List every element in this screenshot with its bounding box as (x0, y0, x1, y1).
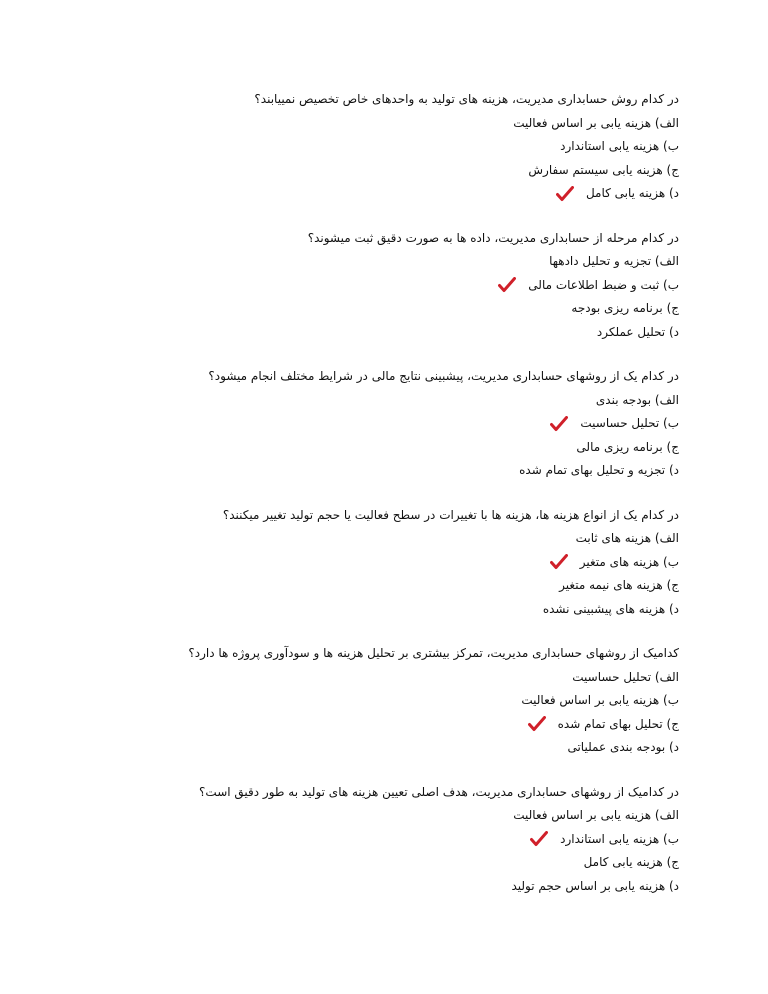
answer-option[interactable] (119, 527, 679, 551)
answer-option-label: د) هزینه یابی کامل (585, 186, 679, 200)
answer-option[interactable] (119, 112, 679, 136)
answer-option[interactable] (119, 598, 679, 622)
answer-option-label: د) هزینه یابی بر اساس حجم تولید (511, 878, 679, 893)
answer-option[interactable] (119, 250, 679, 274)
answer-option[interactable] (119, 436, 679, 460)
checkmark-icon (550, 554, 568, 570)
answer-option-label: ج) برنامه ریزی مالی (576, 439, 679, 454)
answer-option-label: د) تحلیل عملکرد (596, 324, 679, 339)
question-block (119, 365, 679, 483)
checkmark-icon (528, 716, 546, 732)
answer-option[interactable] (119, 713, 679, 737)
answer-option[interactable] (119, 666, 679, 690)
answer-option[interactable] (119, 804, 679, 828)
checkmark-icon (556, 186, 574, 202)
checkmark-icon (550, 416, 568, 432)
answer-option-label: د) تجزیه و تحلیل بهای تمام شده (519, 463, 679, 477)
answer-option-label: د) بودجه بندی عملیاتی (567, 740, 679, 754)
question-block (119, 781, 679, 899)
answer-option-label: ب) هزینه یابی بر اساس فعالیت (521, 693, 679, 707)
answer-option-label: الف) هزینه یابی بر اساس فعالیت (513, 115, 679, 130)
answer-option[interactable] (119, 875, 679, 899)
answer-option-label: ب) هزینه های متغیر (579, 554, 679, 569)
question-text: در کدام مرحله از حسابداری مدیریت، داده ها به صورت دقیق ثبت میشوند؟ (307, 230, 679, 245)
answer-option-label: ج) هزینه های نیمه متغیر (559, 578, 679, 592)
question-block (119, 642, 679, 760)
answer-option[interactable] (119, 459, 679, 483)
question-text: در کدام یک از انواع هزینه ها، هزینه ها با تغییرات در سطح فعالیت یا حجم تولید تغییر میکنند؟ (222, 507, 679, 522)
answer-option-label: ب) تحلیل حساسیت (580, 416, 679, 430)
answer-option[interactable] (119, 159, 679, 183)
answer-option-label: الف) تحلیل حساسیت (572, 669, 679, 684)
question-text: در کدام یک از روشهای حسابداری مدیریت، پیشبینی نتایج مالی در شرایط مختلف انجام میشود؟ (208, 369, 679, 383)
answer-option-label: ج) هزینه یابی سیستم سفارش (528, 162, 679, 177)
answer-option[interactable] (119, 182, 679, 206)
answer-option[interactable] (119, 389, 679, 413)
answer-option-label: الف) هزینه های ثابت (575, 531, 679, 545)
answer-option-label: الف) هزینه یابی بر اساس فعالیت (513, 808, 679, 822)
answer-option[interactable] (119, 736, 679, 760)
answer-option-label: ب) هزینه یابی استاندارد (560, 831, 679, 846)
answer-option-label: ج) تحلیل بهای تمام شده (557, 716, 679, 731)
answer-option-label: ج) برنامه ریزی بودجه (571, 301, 679, 315)
question-text: در کدام روش حسابداری مدیریت، هزینه های تولید به واحدهای خاص تخصیص نمییابند؟ (254, 92, 679, 106)
checkmark-icon (530, 831, 548, 847)
checkmark-icon (498, 277, 516, 293)
answer-option-label: ب) هزینه یابی استاندارد (560, 139, 679, 153)
answer-option-label: الف) تجزیه و تحلیل دادهها (549, 254, 679, 268)
answer-option-label: الف) بودجه بندی (595, 392, 679, 407)
answer-option-label: ج) هزینه یابی کامل (583, 855, 679, 869)
question-list (119, 88, 679, 919)
answer-option[interactable] (119, 828, 679, 852)
answer-option[interactable] (119, 574, 679, 598)
answer-option-label: ب) ثبت و ضبط اطلاعات مالی (528, 277, 679, 292)
answer-option-label: د) هزینه های پیشبینی نشده (542, 601, 679, 616)
question-text: کدامیک از روشهای حسابداری مدیریت، تمرکز بیشتری بر تحلیل هزینه ها و سودآوری پروژه ها دارد؟ (188, 646, 679, 660)
answer-option[interactable] (119, 689, 679, 713)
question-block (119, 227, 679, 345)
question-block (119, 504, 679, 622)
answer-option[interactable] (119, 135, 679, 159)
answer-option[interactable] (119, 851, 679, 875)
question-text: در کدامیک از روشهای حسابداری مدیریت، هدف اصلی تعیین هزینه های تولید به طور دقیق است؟ (199, 784, 679, 799)
answer-option[interactable] (119, 297, 679, 321)
answer-option[interactable] (119, 551, 679, 575)
answer-option[interactable] (119, 412, 679, 436)
question-block (119, 88, 679, 206)
answer-option[interactable] (119, 321, 679, 345)
answer-option[interactable] (119, 274, 679, 298)
